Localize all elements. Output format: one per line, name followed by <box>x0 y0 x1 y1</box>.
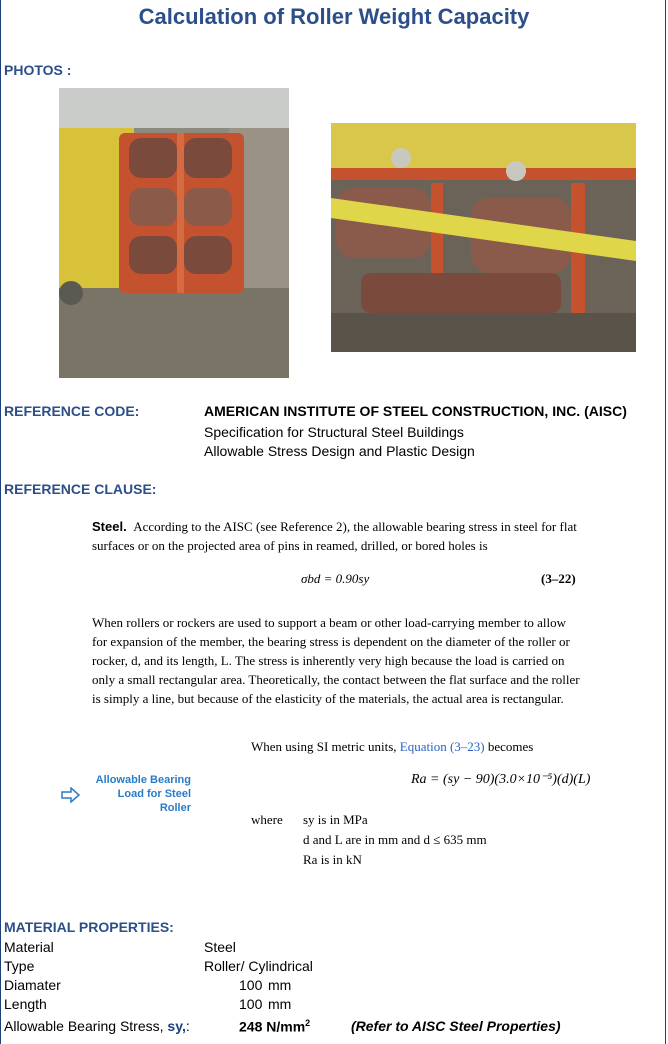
clause-paragraph-2: When rollers or rockers are used to support a beam or other load-carrying member to allow for expansion of the member, the bearing stress is dependent on the diameter of the roller or rocker, d, and its length, L. The stress is inherently very high because the load is carried on only a small rectangular area. Theoretically, the contact between the flat surface and the roller is simply a line, but because of the elasticity of the materials, the actual area is rectangular. <box>92 615 580 706</box>
stress-unit-exponent: 2 <box>305 1018 311 1028</box>
type-label: Type <box>4 958 35 974</box>
length-unit: mm <box>268 996 292 1012</box>
stress-symbol: sy, <box>167 1018 186 1034</box>
equation-3-22-number: (3–22) <box>541 571 576 586</box>
clause-paragraph-1 <box>92 517 582 555</box>
type-value: Roller/ Cylindrical <box>204 958 313 974</box>
arrow-right-icon <box>61 787 81 808</box>
material-value: Steel <box>204 939 236 955</box>
reference-design-line: Allowable Stress Design and Plastic Design <box>204 443 475 459</box>
photos-heading: PHOTOS : <box>4 62 72 78</box>
reference-spec-line: Specification for Structural Steel Buildings <box>204 424 464 440</box>
equation-3-23-link[interactable]: Equation (3–23) <box>399 739 485 754</box>
stress-unit: N/mm <box>266 1018 306 1035</box>
reference-code-heading: REFERENCE CODE: <box>4 403 140 419</box>
stress-colon: : <box>185 1018 190 1034</box>
equation-3-23: Ra = (sy − 90)(3.0×10⁻⁵)(d)(L) <box>411 772 591 787</box>
diameter-label: Diamater <box>4 977 61 993</box>
stress-label: Allowable Bearing Stress, <box>4 1018 164 1034</box>
si-tail-text: becomes <box>487 739 534 754</box>
material-properties-heading: MATERIAL PROPERTIES: <box>4 919 174 935</box>
where-sy: sy is in MPa <box>303 812 368 827</box>
where-label: where <box>251 812 283 827</box>
clause-heading: Steel. <box>92 519 127 534</box>
stress-reference-note: (Refer to AISC Steel Properties) <box>351 1018 561 1034</box>
page-title: Calculation of Roller Weight Capacity <box>138 4 530 29</box>
roller-photo-2 <box>331 123 636 352</box>
side-note-line-3: Roller <box>159 802 191 814</box>
diameter-value: 100 <box>239 977 263 993</box>
reference-clause-heading: REFERENCE CLAUSE: <box>4 481 157 497</box>
stress-label-row <box>4 1018 190 1034</box>
roller-photo-1 <box>59 88 289 378</box>
stress-value-group <box>239 1018 310 1035</box>
equation-3-22: σbd = 0.90sy <box>301 571 370 586</box>
length-value: 100 <box>239 996 263 1012</box>
diameter-unit: mm <box>268 977 292 993</box>
si-units-line <box>251 739 533 755</box>
allowable-bearing-note <box>83 773 191 815</box>
side-note-line-2: Load for Steel <box>117 788 191 800</box>
stress-value: 248 <box>239 1018 263 1035</box>
where-d-l: d and L are in mm and d ≤ 635 mm <box>303 832 487 847</box>
reference-organization: AMERICAN INSTITUTE OF STEEL CONSTRUCTION, INC. (AISC) <box>204 403 627 419</box>
length-label: Length <box>4 996 47 1012</box>
material-label: Material <box>4 939 54 955</box>
si-intro-text: When using SI metric units, <box>251 739 397 754</box>
where-ra: Ra is in kN <box>303 852 362 867</box>
clause-text-1: According to the AISC (see Reference 2), the allowable bearing stress in steel for flat surfaces or on the projected area of pins in reamed, drilled, or bored holes is <box>92 519 577 553</box>
side-note-line-1: Allowable Bearing <box>95 774 191 786</box>
